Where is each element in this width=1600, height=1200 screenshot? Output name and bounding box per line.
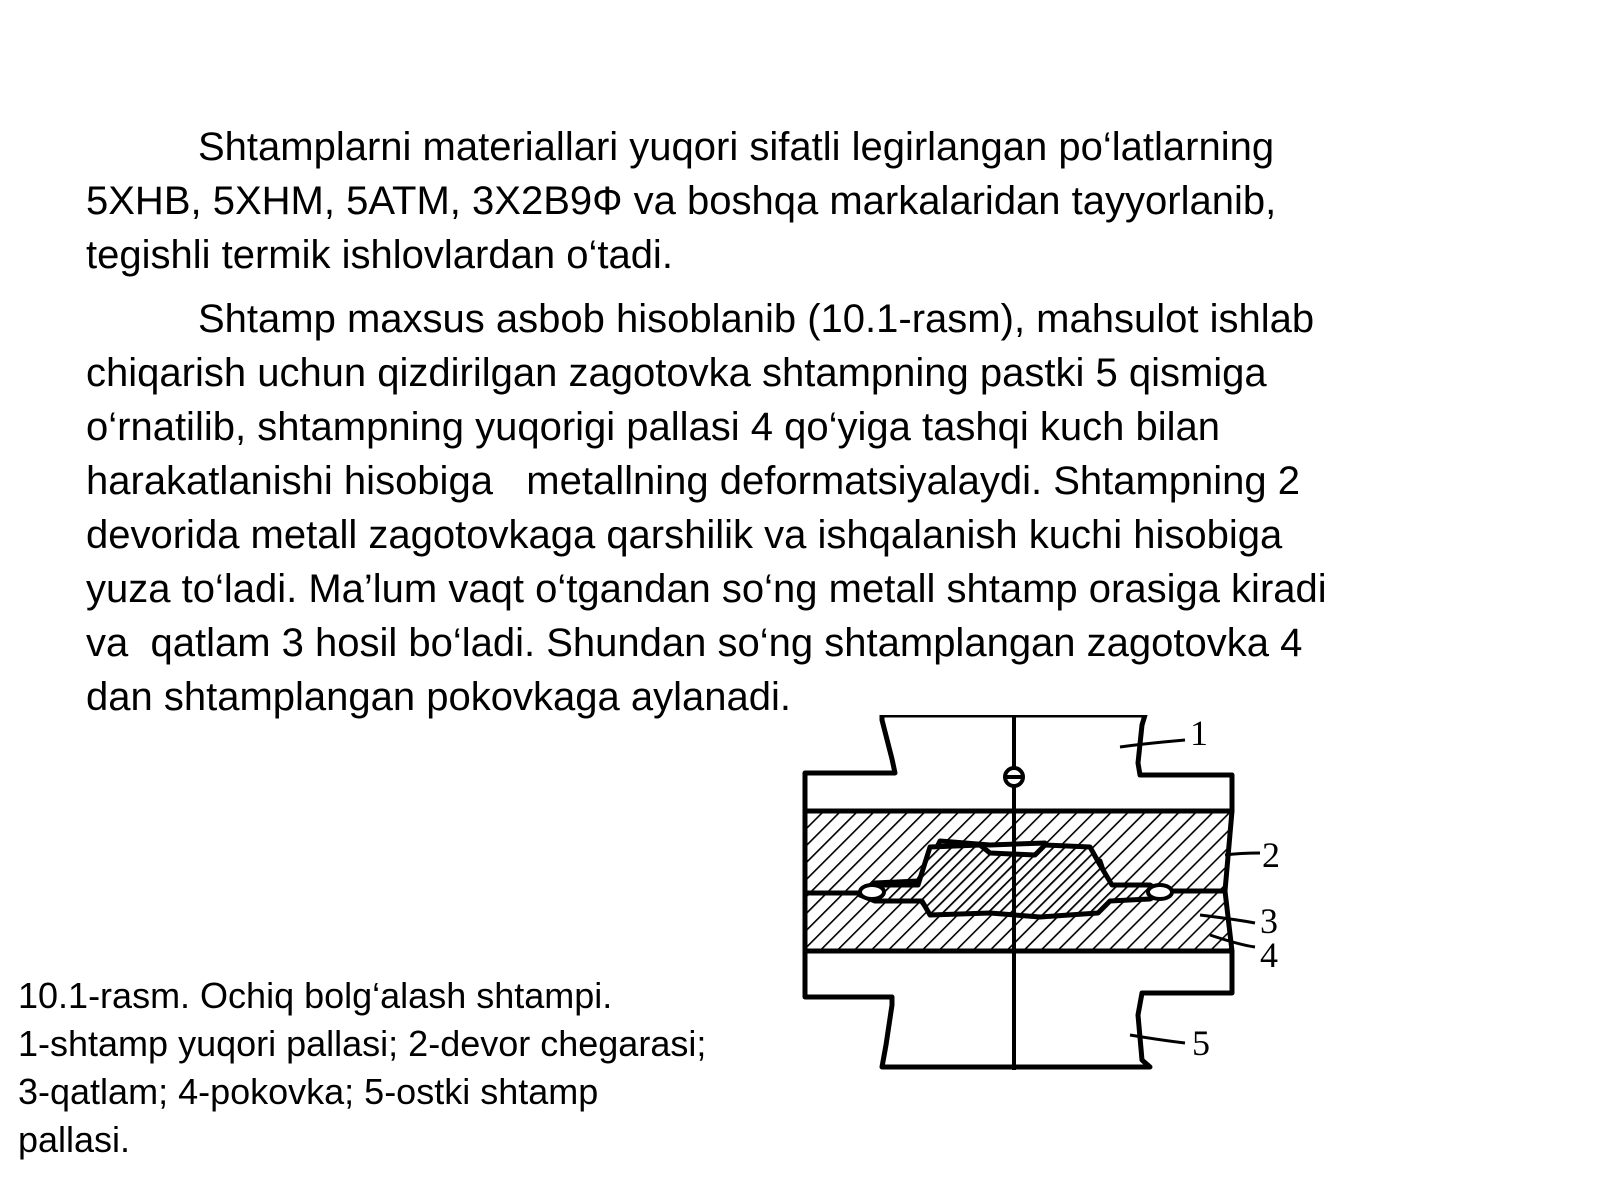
figure-caption bbox=[18, 972, 798, 1164]
caption-line: 10.1-rasm. Ochiq bolg‘alash shtampi. bbox=[18, 975, 613, 1016]
text-line: va qatlam 3 hosil bo‘ladi. Shundan so‘ng shtamplangan zagotovka 4 bbox=[86, 621, 1303, 665]
text-line: devorida metall zagotovkaga qarshilik va ishqalanish kuchi hisobiga bbox=[86, 513, 1283, 557]
text-line: o‘rnatilib, shtampning yuqorigi pallasi 4 qo‘yiga tashqi kuch bilan bbox=[86, 405, 1221, 449]
upper-die-outline bbox=[805, 715, 1232, 811]
text-line: Shtamplarni materiallari yuqori sifatli legirlangan po‘latlarning bbox=[198, 125, 1275, 169]
figure-label-2: 2 bbox=[1262, 835, 1280, 875]
text-line: tegishli termik ishlovlardan o‘tadi. bbox=[86, 233, 673, 277]
text-line: dan shtamplangan pokovkaga aylanadi. bbox=[86, 675, 791, 719]
open-forging-die-figure bbox=[800, 715, 1320, 1100]
text-line: 5XHB, 5XHM, 5ATM, 3X2B9Ф va boshqa markalaridan tayyorlanib, bbox=[86, 179, 1277, 223]
paragraph-materials bbox=[86, 120, 1506, 282]
caption-line: 3-qatlam; 4-pokovka; 5-ostki shtamp bbox=[18, 1071, 599, 1112]
text-line: chiqarish uchun qizdirilgan zagotovka shtampning pastki 5 qismiga bbox=[86, 351, 1267, 395]
figure-label-1: 1 bbox=[1190, 715, 1208, 753]
text-line: Shtamp maxsus asbob hisoblanib (10.1-rasm), mahsulot ishlab bbox=[198, 297, 1315, 341]
lower-die-outline bbox=[805, 951, 1232, 1067]
text-line: harakatlanishi hisobiga metallning deformatsiyalaydi. Shtampning 2 bbox=[86, 459, 1301, 503]
paragraph-process bbox=[86, 292, 1506, 724]
figure-label-4: 4 bbox=[1260, 935, 1278, 975]
figure-label-5: 5 bbox=[1192, 1023, 1210, 1063]
caption-line: 1-shtamp yuqori pallasi; 2-devor chegarasi; bbox=[18, 1023, 707, 1064]
text-line: yuza to‘ladi. Ma’lum vaqt o‘tgandan so‘ng metall shtamp orasiga kiradi bbox=[86, 567, 1327, 611]
figure-label-3: 3 bbox=[1260, 901, 1278, 941]
caption-line: pallasi. bbox=[18, 1119, 131, 1160]
